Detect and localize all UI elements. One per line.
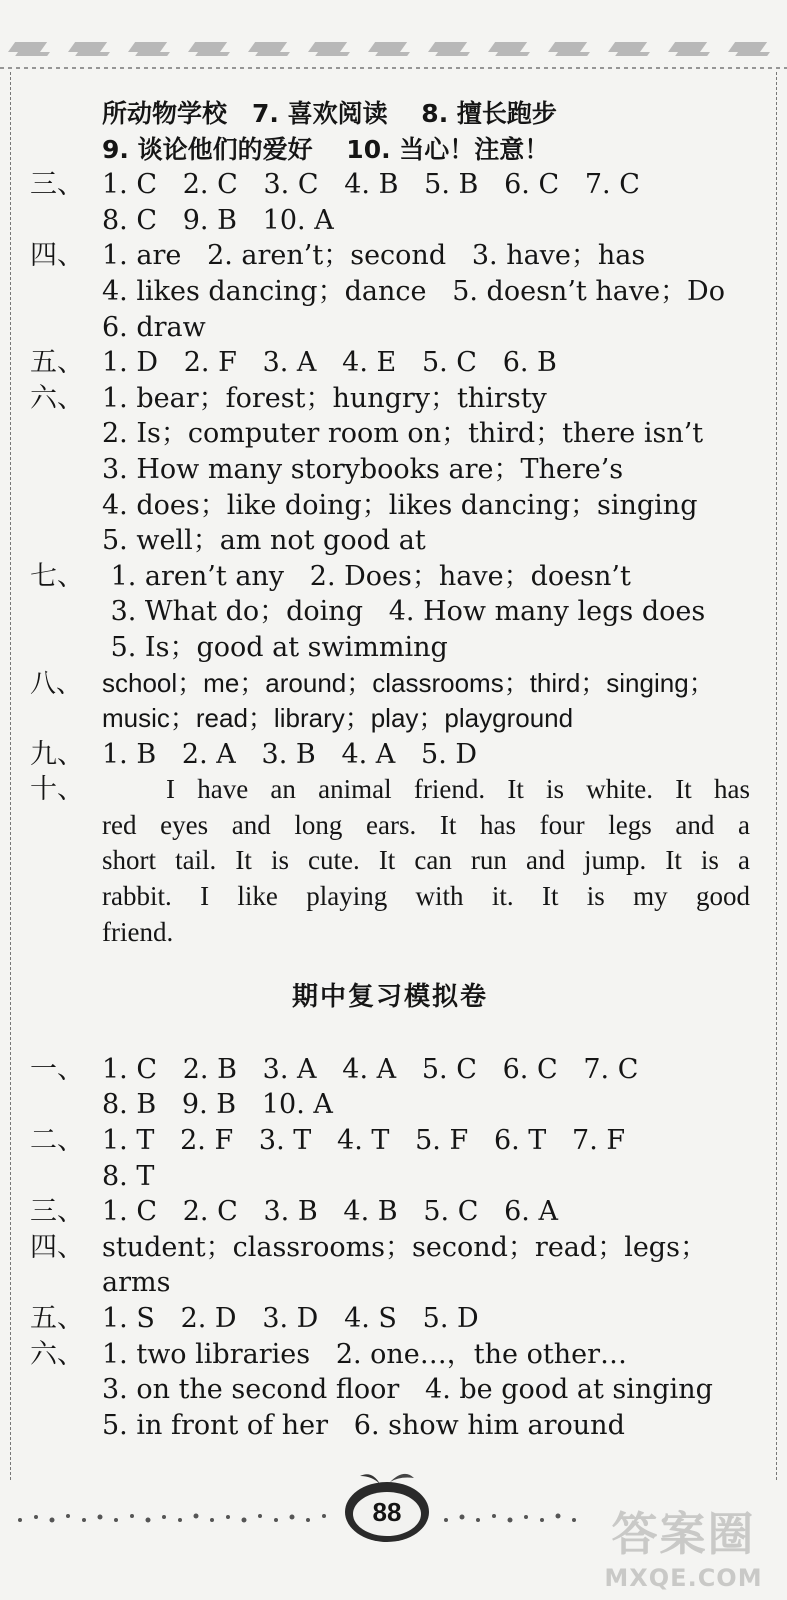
question-number	[30, 808, 102, 844]
answer-text: school；me；around；classrooms；third；singing；	[102, 667, 715, 698]
answer-line	[30, 1123, 750, 1159]
answer-text: music；read；library；play；playground	[102, 703, 574, 734]
answer-text: 1. B 2. A 3. B 4. A 5. D	[102, 738, 478, 770]
essay-answer	[30, 772, 750, 950]
essay-line	[30, 879, 750, 915]
answer-text: 1. D 2. F 3. A 4. E 5. C 6. B	[102, 347, 557, 379]
question-number: 八、	[30, 667, 83, 698]
answer-text: 8. C 9. B 10. A	[102, 204, 334, 236]
answer-line	[30, 1301, 750, 1337]
answer-text: 1. T 2. F 3. T 4. T 5. F 6. T 7. F	[102, 1125, 626, 1157]
question-number: 二、	[30, 1125, 84, 1157]
answer-line	[30, 132, 750, 168]
answer-line	[30, 1230, 750, 1266]
answer-text: 5. Is；good at swimming	[102, 631, 448, 663]
answer-text: 1. C 2. B 3. A 4. A 5. C 6. C 7. C	[102, 1053, 639, 1085]
answer-line	[30, 416, 750, 452]
essay-line	[30, 808, 750, 844]
question-number: 五、	[30, 1303, 84, 1334]
answer-text: arms	[102, 1267, 171, 1299]
answer-text: 1. two libraries 2. one…，the other…	[102, 1338, 627, 1370]
answer-line	[30, 310, 750, 346]
question-number	[30, 915, 102, 951]
top-stripe-border	[0, 38, 787, 72]
question-number: 四、	[30, 1231, 84, 1263]
watermark-url: MXQE.COM	[604, 1564, 763, 1592]
answer-line	[30, 594, 750, 630]
question-number: 六、	[30, 1338, 84, 1370]
page-number: 88	[372, 1496, 402, 1527]
watermark-logo	[586, 1498, 781, 1592]
answer-content	[30, 96, 750, 1443]
answer-line	[30, 345, 750, 381]
answer-text: 4. likes dancing；dance 5. doesn’t have；Do	[102, 275, 725, 307]
answer-line	[30, 1408, 750, 1444]
question-number: 五、	[30, 347, 84, 379]
essay-line	[30, 772, 750, 808]
answer-text: 3. How many storybooks are；There’s	[102, 453, 624, 485]
question-number	[30, 879, 102, 915]
question-number: 一、	[30, 1053, 84, 1085]
answer-text: 1. aren’t any 2. Does；have；doesn’t	[102, 560, 631, 592]
answer-text: 9. 谈论他们的爱好 10. 当心！注意！	[102, 134, 550, 164]
answer-line	[30, 630, 750, 666]
answer-line	[30, 167, 750, 203]
essay-text: red eyes and long ears. It has four legs and a	[102, 809, 750, 840]
answer-text: 8. B 9. B 10. A	[102, 1089, 333, 1121]
answer-lines-top	[30, 96, 750, 772]
answer-text: 1. C 2. C 3. B 4. B 5. C 6. A	[102, 1196, 558, 1228]
answer-text: 3. on the second floor 4. be good at singing	[102, 1374, 713, 1406]
answer-line	[30, 1265, 750, 1301]
answer-line	[30, 1052, 750, 1088]
essay-text: short tail. It is cute. It can run and jump. It is a	[102, 845, 750, 876]
answer-lines-bottom	[30, 1052, 750, 1444]
watermark-text: 答案圈	[611, 1507, 756, 1561]
answer-line	[30, 1087, 750, 1123]
question-number: 三、	[30, 1196, 84, 1228]
section-title: 期中复习模拟卷	[291, 982, 488, 1013]
answer-text: 1. bear；forest；hungry；thirsty	[102, 382, 547, 414]
question-number: 四、	[30, 240, 84, 272]
answer-line	[30, 559, 750, 595]
answer-line	[30, 274, 750, 310]
answer-text: 4. does；like doing；likes dancing；singing	[102, 489, 698, 521]
answer-text: 1. C 2. C 3. C 4. B 5. B 6. C 7. C	[102, 169, 640, 201]
answer-line	[30, 203, 750, 239]
question-number: 九、	[30, 738, 84, 770]
answer-line	[30, 523, 750, 559]
answer-text: 8. T	[102, 1160, 155, 1192]
answer-line	[30, 666, 750, 702]
question-number	[30, 843, 102, 879]
answer-line	[30, 737, 750, 773]
answer-line	[30, 701, 750, 737]
answer-text: 1. S 2. D 3. D 4. S 5. D	[102, 1303, 479, 1334]
answer-text: 6. draw	[102, 311, 206, 343]
essay-text: rabbit. I like playing with it. It is my good	[102, 881, 750, 912]
answer-line	[30, 1159, 750, 1195]
essay-line	[30, 843, 750, 879]
essay-text: friend.	[102, 916, 174, 947]
answer-line	[30, 488, 750, 524]
answer-line	[30, 381, 750, 417]
answer-text: 3. What do；doing 4. How many legs does	[102, 596, 706, 628]
answer-line	[30, 1337, 750, 1373]
answer-text: 2. Is；computer room on；third；there isn’t	[102, 418, 704, 450]
answer-text: 1. are 2. aren’t；second 3. have；has	[102, 240, 646, 272]
answer-text: 5. well；am not good at	[102, 525, 426, 557]
essay-text: I have an animal friend. It is white. It has	[166, 774, 750, 805]
question-number: 七、	[30, 560, 84, 592]
question-number: 十、	[30, 774, 84, 806]
answer-line	[30, 96, 750, 132]
question-number: 三、	[30, 169, 84, 201]
answer-text: student；classrooms；second；read；legs；	[102, 1231, 707, 1263]
answer-line	[30, 452, 750, 488]
answer-text: 所动物学校 7. 喜欢阅读 8. 擅长跑步	[102, 99, 557, 128]
answer-line	[30, 1372, 750, 1408]
essay-line	[30, 915, 750, 951]
question-number: 六、	[30, 382, 84, 414]
answer-line	[30, 238, 750, 274]
answer-line	[30, 1194, 750, 1230]
answer-text: 5. in front of her 6. show him around	[102, 1409, 625, 1441]
